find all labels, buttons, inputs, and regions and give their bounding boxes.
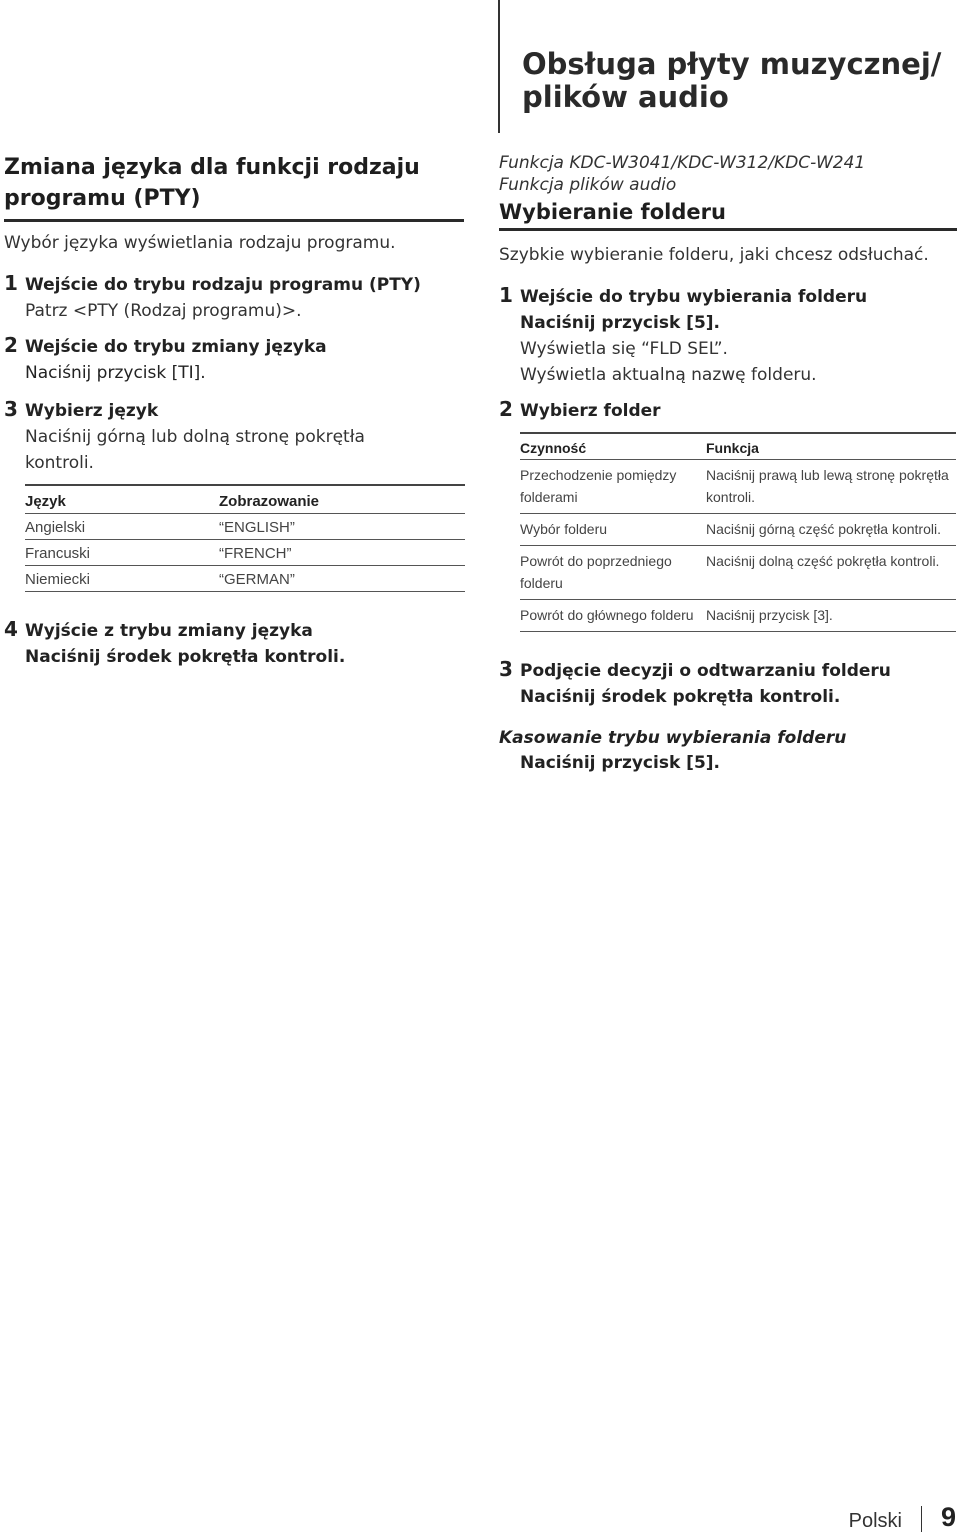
step-4 — [4, 618, 464, 670]
table-cell: Wybór folderu — [520, 513, 706, 545]
table-cell: Naciśnij dolną część pokrętła kontroli. — [706, 545, 956, 599]
step-text: kontroli. — [25, 453, 94, 473]
step-title: Wejście do trybu zmiany języka — [25, 337, 327, 357]
section-title-line2: programu (PTY) — [4, 186, 201, 211]
right-column — [499, 152, 957, 776]
step-title: Wejście do trybu rodzaju programu (PTY) — [25, 275, 421, 295]
page-number: 9 — [940, 1502, 956, 1532]
folder-table — [520, 432, 956, 632]
step-number: 2 — [4, 333, 18, 357]
table-cell: Niemiecki — [25, 565, 219, 591]
column-header: Czynność — [520, 433, 706, 459]
table-row — [25, 513, 465, 539]
table-row — [520, 545, 956, 599]
table-cell: Naciśnij przycisk [3]. — [706, 599, 956, 631]
table-row — [25, 539, 465, 565]
cancel-title: Kasowanie trybu wybierania folderu — [499, 727, 847, 748]
section-intro: Wybór języka wyświetlania rodzaju programu. — [4, 233, 396, 253]
table-cell: “GERMAN” — [219, 565, 465, 591]
table-cell: “ENGLISH” — [219, 513, 465, 539]
table-row — [25, 565, 465, 591]
step-text: Naciśnij górną lub dolną stronę pokrętła — [25, 427, 365, 447]
step-3 — [4, 398, 464, 476]
footer-language: Polski — [848, 1510, 902, 1532]
cancel-text: Naciśnij przycisk [5]. — [520, 752, 720, 773]
table-cell: Powrót do głównego folderu — [520, 599, 706, 631]
step-number: 4 — [4, 616, 18, 641]
section-title-language — [4, 152, 464, 222]
column-header: Funkcja — [706, 433, 956, 459]
table-cell: Naciśnij prawą lub lewą stronę pokrętła kontroli. — [706, 459, 956, 513]
step-title: Wejście do trybu wybierania folderu — [520, 287, 868, 307]
column-header: Język — [25, 485, 219, 513]
table-row — [520, 599, 956, 631]
step-text: Naciśnij środek pokrętła kontroli. — [520, 686, 841, 707]
step-2 — [4, 334, 464, 386]
step-number: 2 — [499, 397, 513, 421]
step-1 — [4, 272, 464, 324]
section-intro: Szybkie wybieranie folderu, jaki chcesz odsłuchać. — [499, 245, 929, 265]
step-text: Naciśnij przycisk [TI]. — [25, 363, 206, 383]
step-text: Naciśnij przycisk [5]. — [520, 313, 720, 333]
step-text: Naciśnij środek pokrętła kontroli. — [25, 646, 346, 667]
step-number: 1 — [499, 283, 513, 307]
table-cell: Powrót do poprzedniego folderu — [520, 545, 706, 599]
page-footer — [760, 1500, 960, 1536]
table-cell: Angielski — [25, 513, 219, 539]
page-title-line2: plików audio — [522, 80, 729, 114]
step-number: 3 — [499, 656, 513, 681]
table-row — [520, 513, 956, 545]
step-2 — [499, 398, 957, 424]
language-table — [25, 484, 465, 592]
step-title: Wyjście z trybu zmiany języka — [25, 620, 313, 641]
table-header-row — [25, 485, 465, 513]
table-cell: “FRENCH” — [219, 539, 465, 565]
section-title-line1: Zmiana języka dla funkcji rodzaju — [4, 155, 420, 180]
footer-divider — [921, 1506, 922, 1532]
function-label: Funkcja plików audio — [499, 175, 677, 195]
step-title: Wybierz folder — [520, 401, 661, 421]
table-cell: Przechodzenie pomiędzy folderami — [520, 459, 706, 513]
table-cell: Naciśnij górną część pokrętła kontroli. — [706, 513, 956, 545]
column-header: Zobrazowanie — [219, 485, 465, 513]
step-number: 1 — [4, 271, 18, 295]
step-text: Wyświetla aktualną nazwę folderu. — [520, 365, 817, 385]
step-title: Podjęcie decyzji o odtwarzaniu folderu — [520, 660, 891, 681]
table-header-row — [520, 433, 956, 459]
header-divider — [498, 0, 500, 133]
page-title — [522, 48, 942, 114]
page-title-line1: Obsługa płyty muzycznej/ — [522, 47, 942, 81]
step-text: Wyświetla się “FLD SEL”. — [520, 339, 728, 359]
step-1 — [499, 284, 957, 388]
left-column — [4, 152, 464, 670]
function-label: Funkcja KDC-W3041/KDC-W312/KDC-W241 — [499, 153, 866, 173]
table-row — [520, 459, 956, 513]
table-cell: Francuski — [25, 539, 219, 565]
section-title-folder: Wybieranie folderu — [499, 198, 957, 231]
step-number: 3 — [4, 397, 18, 421]
step-3 — [499, 658, 957, 710]
step-text: Patrz <PTY (Rodzaj programu)>. — [25, 301, 302, 321]
step-title: Wybierz język — [25, 401, 159, 421]
